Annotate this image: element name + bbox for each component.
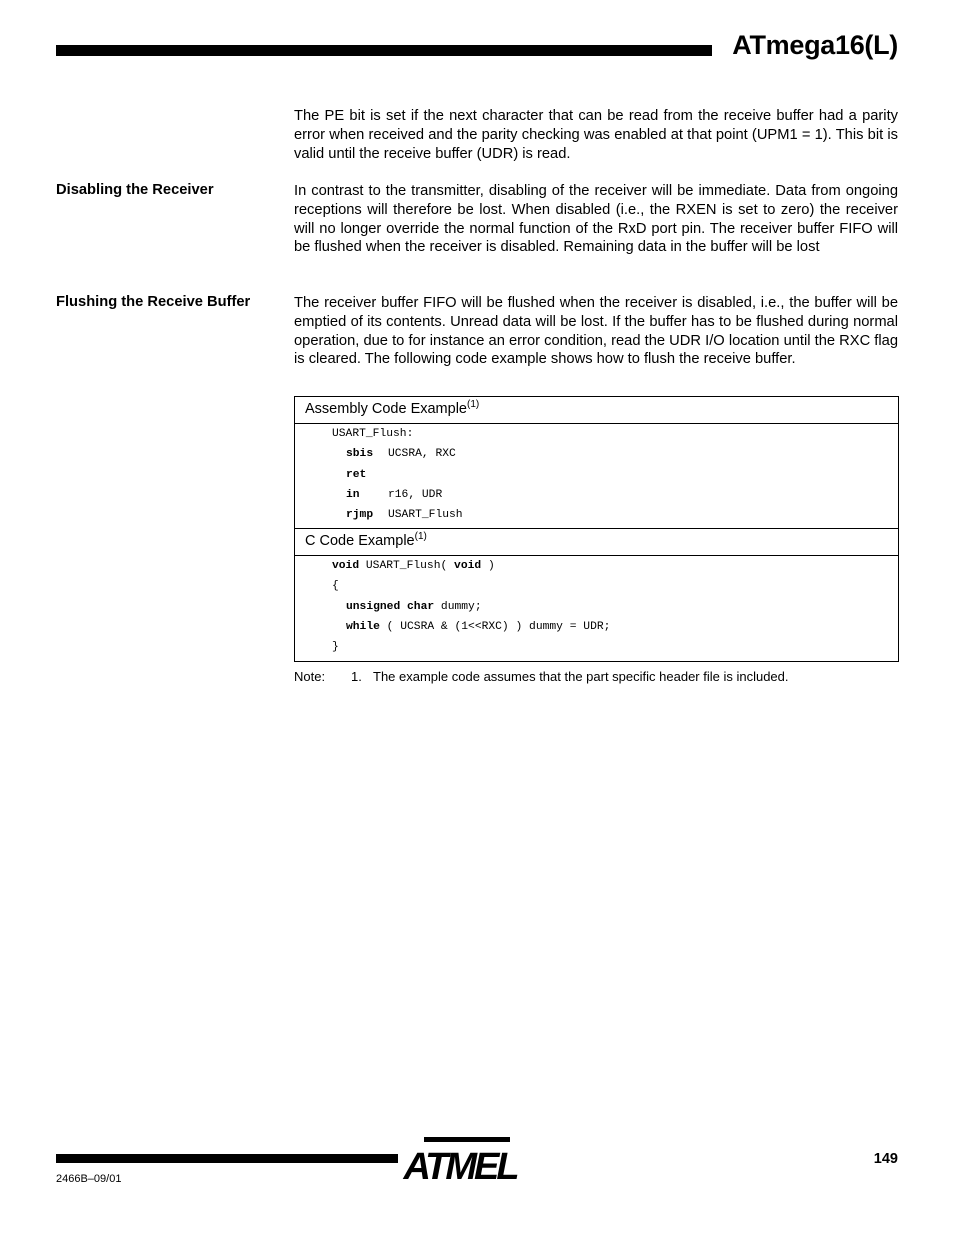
c-code-text: USART_Flush( (359, 560, 455, 572)
c-line (332, 597, 898, 617)
atmel-logo (403, 1137, 517, 1188)
footer-rule (56, 1154, 398, 1163)
note-label: Note: (294, 669, 326, 684)
c-code-text: ( UCSRA & (1<<RXC) ) dummy = UDR; (379, 620, 611, 633)
atmel-logo-wordmark: ATMEL (403, 1146, 517, 1188)
section-heading-disabling-receiver: Disabling the Receiver (56, 182, 214, 198)
c-footnote-ref: (1) (414, 531, 427, 542)
note-text: The example code assumes that the part specific header file is included. (373, 669, 789, 684)
asm-args: USART_Flush (388, 509, 463, 522)
section-text-flushing-buffer: The receiver buffer FIFO will be flushed when the receiver is disabled, i.e., the buffer will be emptied of its contents. Unread data will be lost. If the buffer has to be flushed during normal operation, due to for instance an error condition, read the UDR I/O location until the RXC flag is cleared. The following code example shows how to flush the receive buffer. (294, 295, 898, 368)
asm-footnote-ref: (1) (467, 399, 480, 410)
c-code-text: ) (481, 560, 495, 572)
footnote (294, 669, 789, 684)
asm-line (332, 465, 898, 485)
asm-code-block (295, 424, 898, 529)
c-keyword: while (346, 620, 380, 633)
asm-line (332, 485, 898, 505)
c-line: } (332, 641, 339, 654)
section-text-disabling-receiver: In contrast to the transmitter, disabling of the receiver will be immediate. Data from ongoing receptions will therefore be lost. When disabled (i.e., the RXEN is set to zero) the receiver will no longer override the normal function of the RxD port pin. The receiver buffer FIFO will be flushed when the receiver is disabled. Remaining data in the buffer will be lost (294, 183, 898, 256)
section-heading-flushing-buffer: Flushing the Receive Buffer (56, 294, 251, 310)
header-rule (56, 45, 712, 56)
asm-line (332, 444, 898, 464)
intro-paragraph: The PE bit is set if the next character that can be read from the receive buffer had a parity error when received and the parity checking was enabled at that point (UPM1 = 1). This bit is valid until the receive buffer (UDR) is read. (294, 108, 898, 162)
c-code-text: dummy; (434, 600, 482, 613)
c-code-header (295, 529, 898, 556)
page-number: 149 (873, 1151, 898, 1167)
c-code-block (295, 556, 898, 661)
c-keyword: void (332, 560, 360, 572)
asm-opcode: in (346, 488, 360, 501)
asm-code-title: Assembly Code Example (305, 401, 467, 417)
document-id: 2466B–09/01 (56, 1173, 122, 1185)
c-keyword: void (454, 560, 482, 572)
asm-opcode: ret (346, 468, 367, 481)
note-number: 1. (351, 669, 362, 684)
asm-line (332, 505, 898, 525)
asm-args: UCSRA, RXC (388, 448, 456, 461)
asm-code-header (295, 397, 898, 424)
asm-args: r16, UDR (388, 488, 443, 501)
c-keyword: unsigned char (346, 600, 435, 613)
c-code-title: C Code Example (305, 533, 415, 549)
asm-opcode: sbis (346, 448, 374, 461)
c-line (332, 556, 898, 576)
code-example-table (294, 396, 899, 662)
c-line: { (332, 580, 339, 593)
asm-opcode: rjmp (346, 509, 374, 522)
asm-label-line: USART_Flush: (332, 428, 414, 440)
c-line (332, 617, 898, 637)
page-title: ATmega16(L) (732, 30, 898, 60)
